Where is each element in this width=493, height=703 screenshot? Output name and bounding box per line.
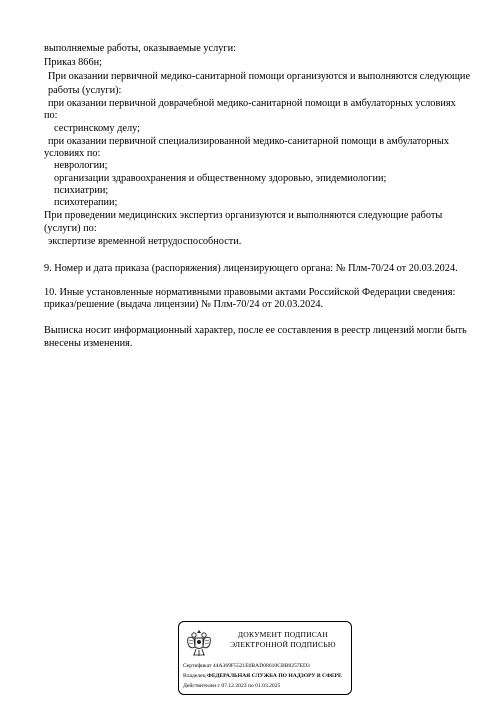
coat-of-arms-icon (185, 627, 213, 659)
certificate-row: Сертификат 44A369F5521E0BAD08610CBB8257ED3 (183, 663, 310, 669)
text-line: При проведении медицинских экспертиз организуются и выполняются следующие работы (44, 210, 443, 221)
text-line: выполняемые работы, оказываемые услуги: (44, 43, 236, 54)
text-line: неврологии; (54, 160, 108, 171)
electronic-signature-stamp (178, 621, 352, 695)
text-line: организации здравоохранения и общественному здоровью, эпидемиологии; (54, 173, 387, 184)
owner-row: Владелец ФЕДЕРАЛЬНАЯ СЛУЖБА ПО НАДЗОРУ В СФЕРЕ (183, 673, 342, 679)
validity-row: Действителен с 07.12.2023 по 01.03.2025 (183, 683, 281, 689)
text-line: при оказании первичной доврачебной медико-санитарной помощи в амбулаторных условиях (48, 98, 456, 109)
section-10-line-2: приказ/решение (выдача лицензии) № Плм-70/24 от 20.03.2024. (44, 299, 324, 310)
note-line-2: внесены изменения. (44, 338, 133, 349)
text-line: экспертизе временной нетрудоспособности. (48, 236, 242, 247)
stamp-title: ДОКУМЕНТ ПОДПИСАН ЭЛЕКТРОННОЙ ПОДПИСЬЮ (230, 630, 336, 649)
text-line: психотерапии; (54, 197, 118, 208)
text-line: условиях по: (44, 148, 101, 159)
text-line: работы (услуги): (48, 85, 122, 96)
text-line: по: (44, 110, 58, 121)
section-10-line-1: 10. Иные установленные нормативными правовыми актами Российской Федерации сведения: (44, 287, 456, 298)
text-line: (услуги) по: (44, 223, 97, 234)
section-9: 9. Номер и дата приказа (распоряжения) лицензирующего органа: № Плм-70/24 от 20.03.2024. (44, 263, 458, 274)
text-line: сестринскому делу; (54, 123, 140, 134)
note-line-1: Выписка носит информационный характер, после ее составления в реестр лицензий могли быть (44, 325, 467, 336)
text-line: при оказании первичной специализированной медико-санитарной помощи в амбулаторных (48, 136, 449, 147)
text-line: При оказании первичной медико-санитарной помощи организуются и выполняются следующие (48, 71, 471, 82)
text-line: Приказ 866н; (44, 57, 102, 68)
text-line: психиатрии; (54, 185, 109, 196)
